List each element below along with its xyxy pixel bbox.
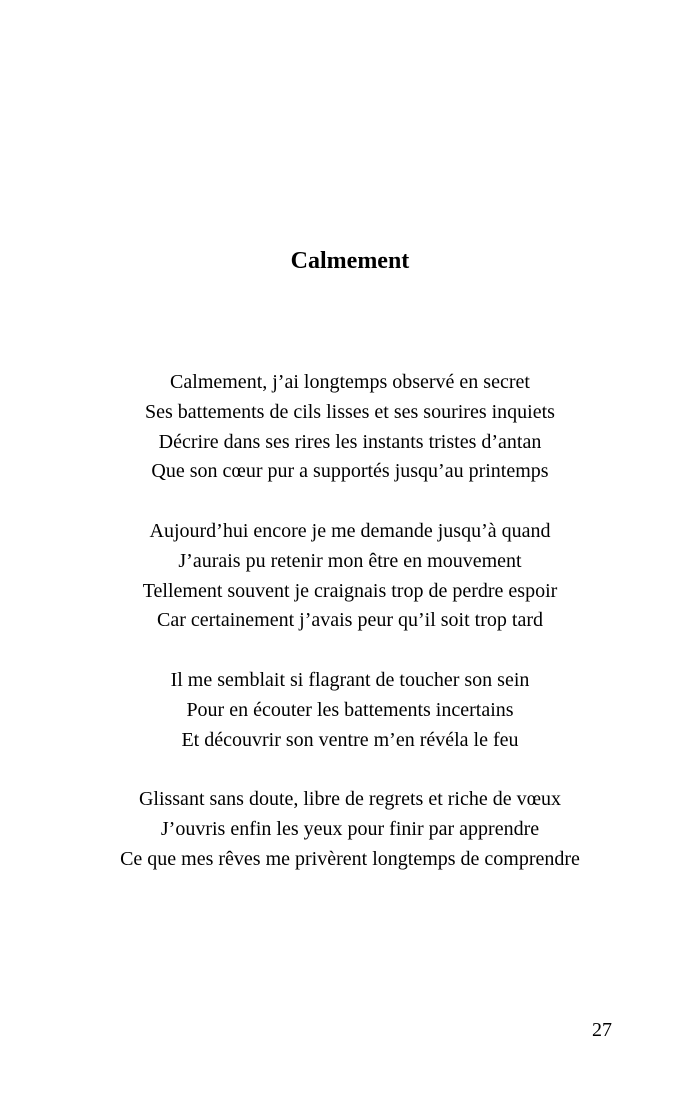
verse-line: Et découvrir son ventre m’en révéla le feu: [181, 728, 519, 751]
stanza: [0, 517, 700, 636]
verse-line: Aujourd’hui encore je me demande jusqu’à quand: [149, 519, 551, 542]
verse-line: Il me semblait si flagrant de toucher son sein: [170, 668, 530, 691]
verse-line: Car certainement j’avais peur qu’il soit trop tard: [157, 609, 543, 632]
verse-line: Décrire dans ses rires les instants tristes d’antan: [158, 430, 542, 453]
stanza: [0, 368, 700, 487]
verse-line: Glissant sans doute, libre de regrets et riche de vœux: [138, 788, 562, 811]
stanza: [0, 666, 700, 755]
verse-line: Ses battements de cils lisses et ses sourires inquiets: [145, 400, 555, 423]
poem-title: Calmement: [290, 248, 410, 274]
verse-line: Calmement, j’ai longtemps observé en secret: [170, 371, 530, 393]
verse-line: J’aurais pu retenir mon être en mouvement: [178, 549, 522, 572]
stanza: [0, 785, 700, 874]
page-number: 27: [592, 1019, 612, 1041]
verse-line: Tellement souvent je craignais trop de perdre espoir: [142, 579, 558, 602]
verse-line: Ce que mes rêves me privèrent longtemps de comprendre: [120, 847, 580, 870]
verse-line: Que son cœur pur a supportés jusqu’au printemps: [151, 460, 549, 483]
verse-line: J’ouvris enfin les yeux pour finir par apprendre: [160, 817, 540, 840]
verse-line: Pour en écouter les battements incertains: [186, 698, 514, 721]
poem-body: [0, 368, 700, 904]
